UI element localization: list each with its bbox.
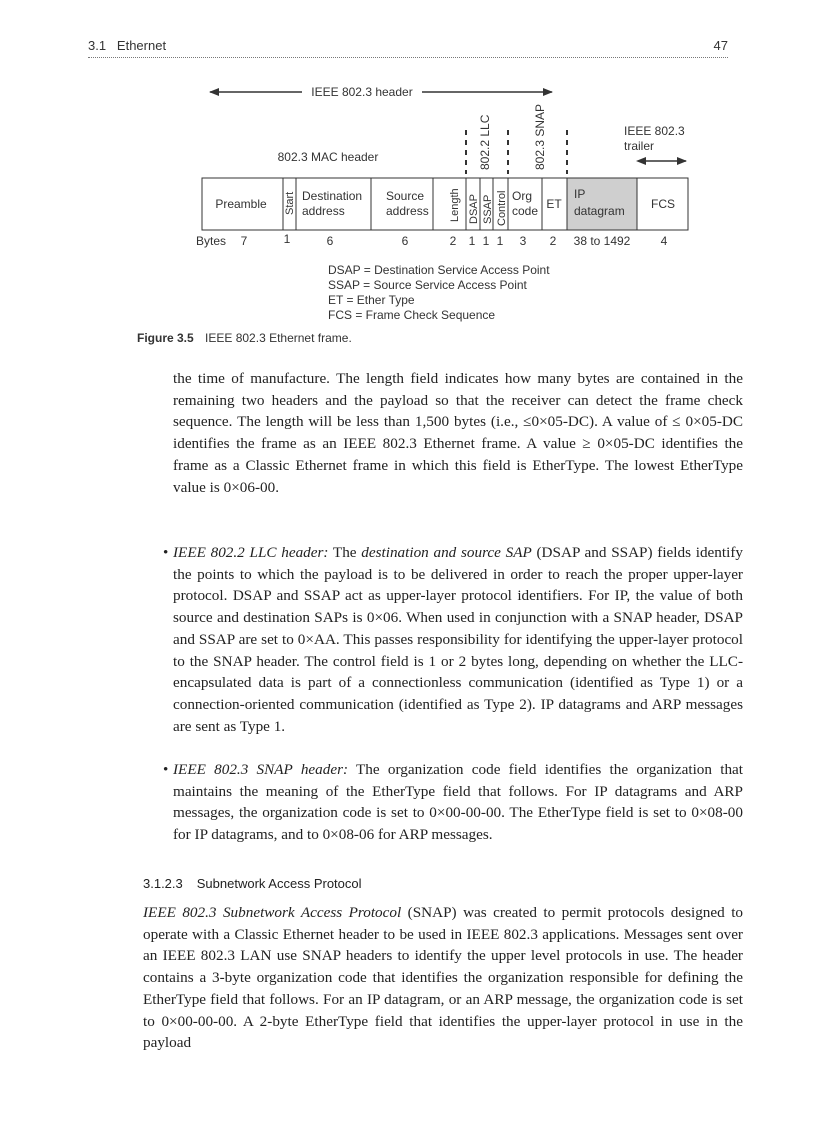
mac-header-label: 802.3 MAC header — [277, 150, 379, 164]
subsection-term: IEEE 802.3 Subnetwork Access Protocol — [143, 904, 402, 921]
bytes-org: 3 — [519, 234, 527, 248]
subsection-title: Subnetwork Access Protocol — [196, 876, 362, 891]
bullet-llc-lead: The — [328, 544, 362, 561]
bytes-et: 2 — [549, 234, 557, 248]
bytes-source: 6 — [401, 234, 409, 248]
bytes-ip: 38 to 1492 — [573, 234, 631, 248]
field-org-line2: code — [512, 204, 539, 218]
field-length: Length — [449, 188, 461, 222]
subsection-text: (SNAP) was created to permit protocols designed to operate with a Classic Ethernet header to be used in IEEE 802.3 applications. Messages sent over an IEEE 802.3 LAN use SNAP headers to identify the upper level protocols in use. The header contains a 3-byte organization code that identifies the organization responsible for defining the EtherType field that follows. For an IP datagram, or an ARP message, the organization code is set to 0×00-00-00. A 2-byte EtherType field that identifies the upper-layer protocol in use in the payload — [143, 904, 744, 1052]
field-ssap: SSAP — [482, 194, 494, 224]
caption-text: IEEE 802.3 Ethernet frame. — [205, 331, 352, 345]
legend-dsap: DSAP = Destination Service Access Point — [328, 263, 550, 277]
field-start: Start — [284, 191, 296, 215]
trailer-label-line1: IEEE 802.3 — [624, 124, 685, 138]
bullet-marker: • — [163, 544, 169, 561]
field-ip-line2: datagram — [574, 204, 625, 218]
figure-caption — [137, 331, 352, 345]
subsection-heading — [143, 876, 362, 891]
bullet-snap-term: IEEE 802.3 SNAP header: — [173, 761, 349, 778]
bytes-destination: 6 — [326, 234, 334, 248]
field-destination-line1: Destination — [302, 189, 363, 203]
bytes-preamble: 7 — [240, 234, 248, 248]
field-fcs: FCS — [651, 197, 675, 211]
field-dsap: DSAP — [468, 194, 480, 224]
trailer-label-line2: trailer — [624, 139, 655, 153]
bytes-control: 1 — [496, 234, 504, 248]
field-org-line1: Org — [512, 189, 533, 203]
caption-number: Figure 3.5 — [137, 331, 194, 345]
field-control: Control — [496, 190, 508, 226]
legend-fcs: FCS = Frame Check Sequence — [328, 308, 496, 322]
bullet-llc-term: IEEE 802.2 LLC header: — [173, 544, 329, 561]
snap-label: 802.3 SNAP — [533, 103, 547, 170]
intro-paragraph: the time of manufacture. The length field indicates how many bytes are contained in the remaining two headers and the payload so that the receiver can detect the frame check sequence. The length will be less than 1,500 bytes (i.e., ≤0×05-DC). A value of ≤ 0×05-DC identifies the frame as an IEEE 802.3 Ethernet frame. A value ≥ 0×05-DC identifies the frame as a Classic Ethernet frame in which this field is EtherType. The lowest EtherType value is 0×06-00. — [173, 370, 743, 496]
bytes-start: 1 — [283, 232, 291, 246]
legend-et: ET = Ether Type — [328, 293, 415, 307]
bullet-llc-header — [163, 542, 743, 737]
ethernet-frame-figure — [0, 0, 816, 330]
bullet-snap-text: The organization code field identifies the organization that maintains the meaning of the EtherType field that follows. For IP datagrams and ARP messages, the organization code is set to 0×00-00-00. The EtherType field is set to 0×08-00 for IP datagrams, and to 0×08-06 for ARP messages. — [173, 761, 743, 844]
subsection-number: 3.1.2.3 — [143, 876, 183, 891]
llc-label: 802.2 LLC — [478, 114, 492, 170]
bytes-fcs: 4 — [660, 234, 668, 248]
bytes-length: 2 — [449, 234, 457, 248]
field-destination-line2: address — [302, 204, 345, 218]
legend-ssap: SSAP = Source Service Access Point — [328, 278, 527, 292]
field-preamble: Preamble — [215, 197, 267, 211]
ieee-header-label: IEEE 802.3 header — [311, 85, 413, 99]
page-number: 47 — [713, 38, 728, 53]
bytes-dsap: 1 — [468, 234, 476, 248]
bullet-llc-text: (DSAP and SSAP) fields identify the points to which the payload is to be delivered in order to reach the proper upper-layer protocol. DSAP and SSAP act as upper-layer protocol identifiers. For IP, the value of both source and destination SAPs is 0×06. When used in conjunction with a SNAP header, DSAP and SSAP are set to 0×AA. This passes responsibility for identifying the upper-layer protocol to the SNAP header. The control field is 1 or 2 bytes long, depending on whether the LLC-encapsulated data is part of a connectionless communication (identified as Type 1) or a connection-oriented communication (identified as Type 2). IP datagrams and ARP messages are sent as Type 1. — [173, 544, 743, 735]
bullet-llc-term2: destination and source SAP — [361, 544, 532, 561]
subsection-paragraph — [143, 902, 743, 1054]
running-header-section: 3.1 Ethernet — [88, 38, 167, 53]
bytes-label: Bytes — [196, 234, 227, 248]
bytes-ssap: 1 — [482, 234, 490, 248]
field-ip-line1: IP — [574, 187, 586, 201]
field-et: ET — [546, 197, 562, 211]
bullet-marker: • — [163, 761, 169, 778]
field-source-line2: address — [386, 204, 429, 218]
bullet-snap-header — [163, 759, 743, 846]
field-source-line1: Source — [386, 189, 425, 203]
